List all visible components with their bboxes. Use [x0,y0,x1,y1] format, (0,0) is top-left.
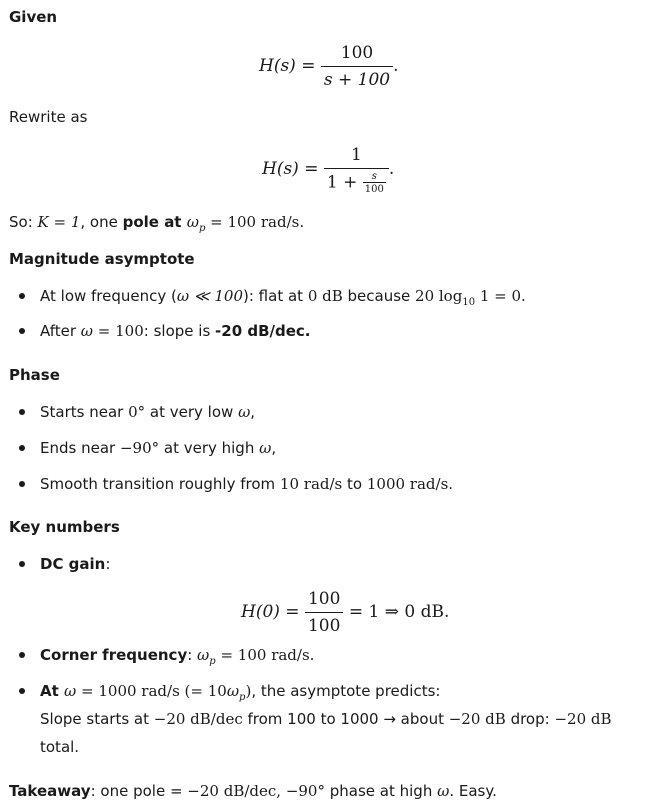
takeaway-omega: ω [437,782,450,800]
given-equation [259,42,399,91]
slope-mid: from 100 to 1000 → about [242,710,449,728]
ph-b3-pre: Smooth transition roughly from [40,475,280,493]
bullet-dot [19,561,25,567]
corner-sub: p [209,656,216,667]
at-omega: ω [64,682,77,700]
eq2-fraction [324,144,389,195]
k-value: K = 1 [37,213,81,231]
takeaway-values: −20 dB/dec, −90° [187,782,325,800]
h0-lhs: H(0) = [241,602,300,622]
corner-bold: Corner frequency [40,646,188,664]
eq2-denominator [324,168,389,195]
mag-b2-slope: -20 dB/dec. [215,322,311,340]
eq2-small-den: 100 [364,184,384,195]
pole-at-label: pole at [122,213,187,231]
rewrite-equation [262,144,394,195]
omega-p-symbol: ω [186,213,199,231]
key-numbers-heading: Key numbers [9,518,120,536]
magnitude-bullet-after [40,321,311,341]
corner-frequency-line [40,645,314,672]
mag-b2-eq: = 100 [93,322,144,340]
dc-gain-equation [241,588,449,637]
eq1-fraction [321,42,393,91]
slope-line [40,709,612,729]
so-prefix: So: [9,213,38,231]
h0-fraction [305,588,343,637]
dc-gain-colon: : [105,555,111,573]
eq2-den-prefix: 1 + [326,172,358,193]
bullet-dot [19,445,25,451]
at-value: = 1000 rad/s (= 10 [76,682,227,700]
eq1-lhs: H(s) = [259,56,316,76]
h0-rhs: = 1 ⇒ 0 dB. [348,602,450,622]
h0-numerator: 100 [307,589,341,609]
bullet-dot [19,293,25,299]
phase-bullet-transition [40,474,453,494]
pole-value: = 100 rad/s. [205,213,305,231]
rewrite-label: Rewrite as [9,108,88,126]
slope-total-val: −20 dB [554,710,612,728]
mag-b1-log-tail: 1 = 0. [475,287,526,305]
dc-gain-bold: DC gain [40,555,106,573]
ph-b3-from: 10 rad/s [279,475,343,493]
mag-b2-mid: : slope is [143,322,216,340]
dc-gain-label [40,554,110,574]
omega-p-sub: p [198,223,206,234]
ph-b2-pre: Ends near [40,439,120,457]
phase-bullet-start [40,402,255,422]
phase-bullet-end [40,438,276,458]
at-tail: , the asymptote predicts: [251,682,441,700]
ph-b2-val: −90° [119,439,160,457]
ph-b3-end: . [448,475,454,493]
mag-b2-omega: ω [80,322,94,340]
ph-b3-to-word: to [342,475,367,493]
takeaway-colon: : one pole = [90,782,188,800]
phase-heading: Phase [9,366,60,384]
eq2-dot: . [388,159,395,179]
eq2-lhs: H(s) = [262,159,319,179]
bullet-dot [19,409,25,415]
eq2-numerator: 1 [350,145,362,165]
slope-pre: Slope starts at [40,710,154,728]
at-omega-p: ω [226,682,240,700]
mag-b1-because: because [342,287,416,305]
ph-b1-end: , [250,403,256,421]
at-omega-p-sub: p [239,692,246,703]
corner-colon: : [187,646,198,664]
corner-value: = 100 rad/s. [215,646,315,664]
eq2-small-fraction [363,171,386,195]
mag-b2-pre: After [40,322,81,340]
takeaway-end: . Easy. [449,782,497,800]
eq1-numerator: 100 [340,43,374,63]
slope-val: −20 dB/dec [153,710,243,728]
mag-b1-log: 20 log [415,287,463,305]
so-mid: , one [80,213,123,231]
bullet-dot [19,652,25,658]
ph-b1-omega: ω [238,403,251,421]
at-1000-line [40,681,440,708]
mag-b1-cond: ω ≪ 100 [176,287,243,305]
mag-b1-mid: ): flat at [243,287,308,305]
given-heading: Given [9,8,58,26]
eq2-small-num: s [371,171,377,182]
takeaway-line [9,781,497,801]
ph-b2-mid: at very high [159,439,260,457]
at-close: ) [245,682,252,700]
takeaway-bold: Takeaway [9,782,91,800]
eq1-denominator: s + 100 [321,66,393,91]
total-word: total. [40,738,80,756]
bullet-dot [19,688,25,694]
mag-b1-db: 0 dB [307,287,343,305]
eq1-dot: . [393,56,399,76]
ph-b1-pre: Starts near [40,403,129,421]
mag-b1-pre: At low frequency ( [40,287,177,305]
magnitude-bullet-low [40,286,526,313]
bullet-dot [19,481,25,487]
so-line [9,212,304,239]
h0-denominator: 100 [305,612,343,637]
corner-omega: ω [197,646,210,664]
ph-b2-end: , [271,439,277,457]
ph-b3-to: 1000 rad/s [366,475,449,493]
magnitude-heading: Magnitude asymptote [9,250,195,268]
at-bold: At [40,682,65,700]
ph-b2-omega: ω [259,439,272,457]
takeaway-mid: phase at high [324,782,438,800]
ph-b1-mid: at very low [145,403,239,421]
slope-drop: −20 dB [448,710,506,728]
bullet-dot [19,328,25,334]
mag-b1-log-sub: 10 [462,297,476,308]
slope-drop-word: drop: [505,710,555,728]
ph-b1-val: 0° [128,403,146,421]
